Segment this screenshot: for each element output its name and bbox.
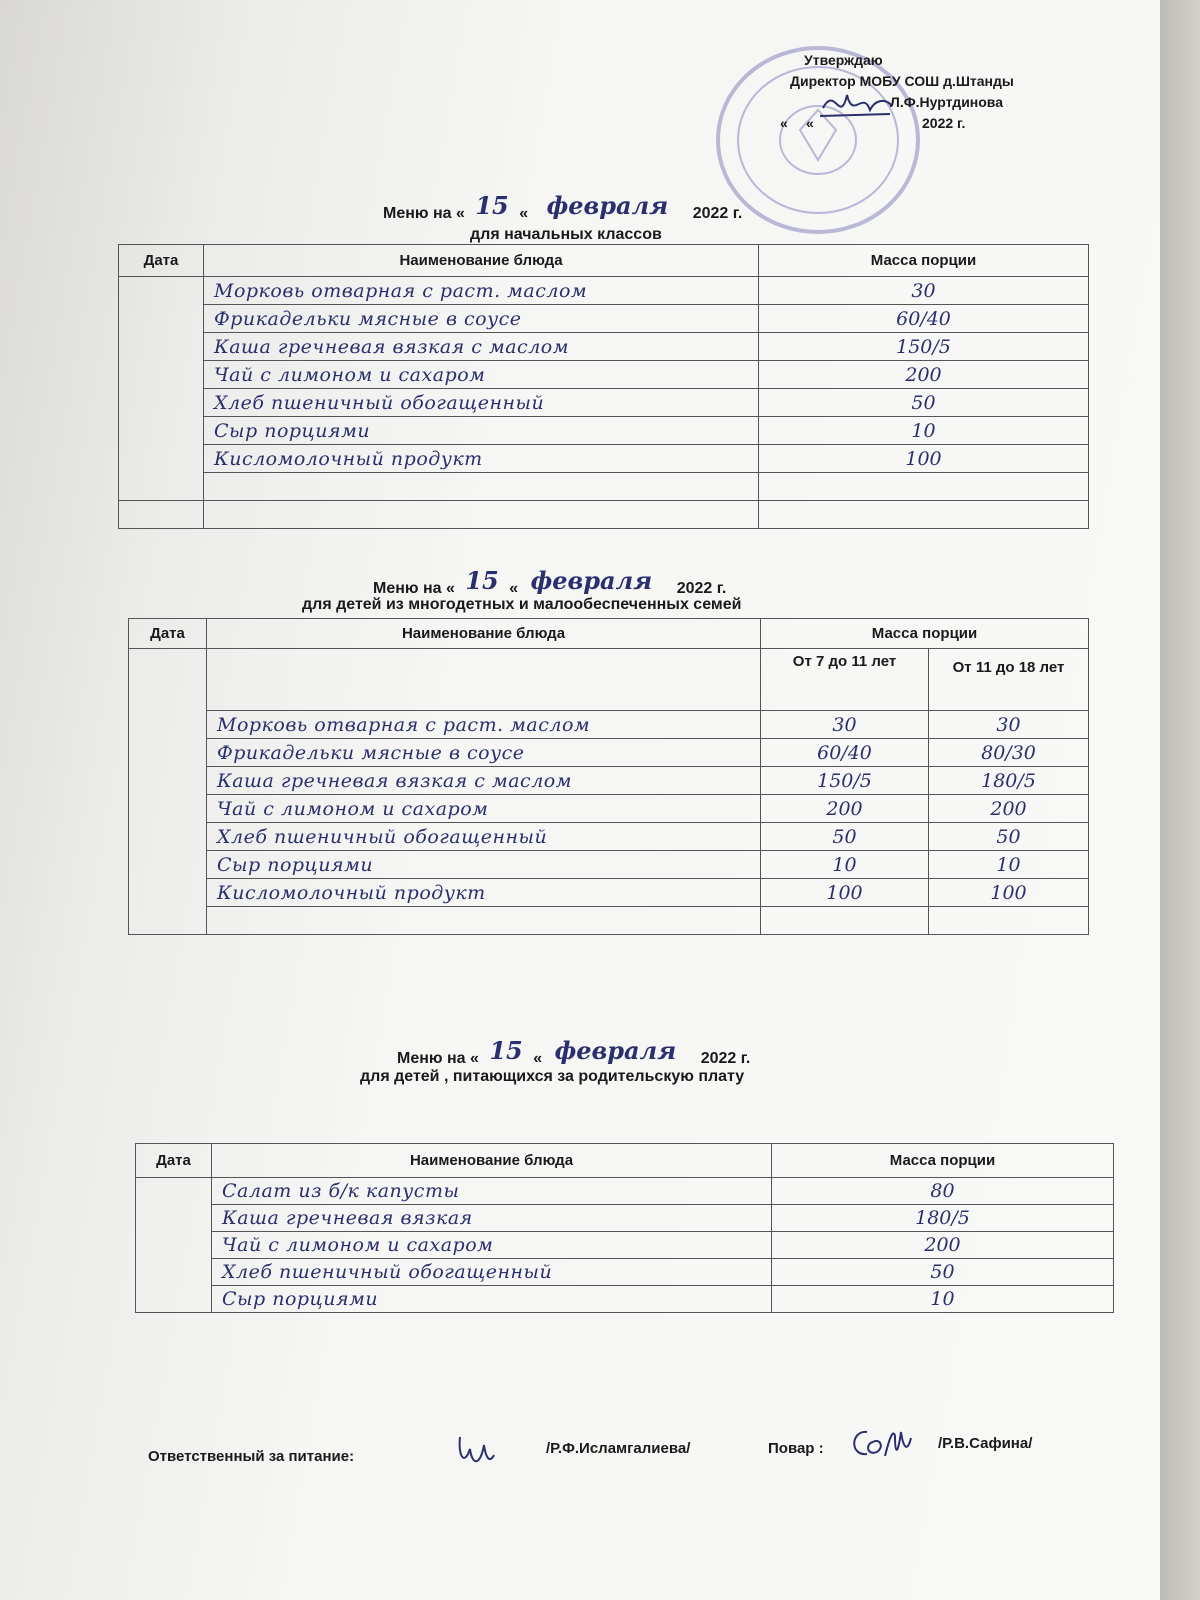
dish-cell xyxy=(204,473,759,501)
mass-7-11-cell: 200 xyxy=(761,795,929,823)
menu3-title xyxy=(397,1036,751,1069)
dish-cell: Чай с лимоном и сахаром xyxy=(204,361,759,389)
mass-cell: 80 xyxy=(772,1178,1114,1205)
mass-7-11-cell xyxy=(761,907,929,935)
mass-cell: 50 xyxy=(759,389,1089,417)
menu2-title xyxy=(373,566,727,599)
mass-cell: 30 xyxy=(759,277,1089,305)
mass-11-18-cell: 100 xyxy=(929,879,1089,907)
mass-cell xyxy=(759,473,1089,501)
header-dish: Наименование блюда xyxy=(207,619,761,649)
table-row xyxy=(129,767,1089,795)
mass-cell: 200 xyxy=(772,1232,1114,1259)
table-row xyxy=(136,1259,1114,1286)
menu2-table xyxy=(128,618,1089,935)
header-date: Дата xyxy=(129,619,207,649)
mass-7-11-cell: 30 xyxy=(761,711,929,739)
dish-cell: Фрикадельки мясные в соусе xyxy=(204,305,759,333)
menu2-title-mid: « xyxy=(509,580,519,597)
dish-cell: Каша гречневая вязкая с маслом xyxy=(204,333,759,361)
table-row xyxy=(129,739,1089,767)
responsible-label: Ответственный за питание: xyxy=(148,1448,355,1465)
dish-cell: Сыр порциями xyxy=(204,417,759,445)
mass-cell: 150/5 xyxy=(759,333,1089,361)
menu1-title-prefix: Меню на « xyxy=(383,205,465,222)
table-row xyxy=(119,389,1089,417)
menu3-day: 15 xyxy=(489,1036,523,1065)
table-row xyxy=(136,1178,1114,1205)
director-signature xyxy=(815,80,895,130)
menu2-month: февраля xyxy=(530,566,653,595)
approval-title: Утверждаю xyxy=(804,52,883,68)
dish-cell xyxy=(207,907,761,935)
menu3-table xyxy=(135,1143,1114,1313)
menu3-title-prefix: Меню на « xyxy=(397,1050,479,1067)
menu3-month: февраля xyxy=(554,1036,677,1065)
header-date: Дата xyxy=(136,1144,212,1178)
approval-quote-close: « xyxy=(806,115,814,131)
mass-cell: 60/40 xyxy=(759,305,1089,333)
table-row xyxy=(129,851,1089,879)
menu3-year: 2022 г. xyxy=(700,1050,751,1067)
dish-cell: Каша гречневая вязкая xyxy=(212,1205,772,1232)
date-cell xyxy=(119,277,204,501)
dish-cell: Чай с лимоном и сахаром xyxy=(207,795,761,823)
mass-11-18-cell: 10 xyxy=(929,851,1089,879)
table-row xyxy=(129,795,1089,823)
mass-7-11-cell: 60/40 xyxy=(761,739,929,767)
responsible-name: /Р.Ф.Исламгалиева/ xyxy=(546,1440,691,1457)
dish-cell: Кисломолочный продукт xyxy=(207,879,761,907)
menu1-table xyxy=(118,244,1089,529)
mass-7-11-cell: 150/5 xyxy=(761,767,929,795)
header-age-7-11: От 7 до 11 лет xyxy=(761,649,929,711)
dish-cell: Хлеб пшеничный обогащенный xyxy=(212,1259,772,1286)
cook-name: /Р.В.Сафина/ xyxy=(938,1435,1033,1452)
dish-cell: Хлеб пшеничный обогащенный xyxy=(207,823,761,851)
menu1-subtitle: для начальных классов xyxy=(470,226,662,243)
dish-cell: Каша гречневая вязкая с маслом xyxy=(207,767,761,795)
dish-cell: Хлеб пшеничный обогащенный xyxy=(204,389,759,417)
menu2-year: 2022 г. xyxy=(676,580,727,597)
approval-year: 2022 г. xyxy=(922,115,966,131)
table-row xyxy=(119,417,1089,445)
header-mass: Масса порции xyxy=(759,245,1089,277)
mass-cell: 10 xyxy=(772,1286,1114,1313)
mass-11-18-cell xyxy=(929,907,1089,935)
table-subheader-row xyxy=(129,649,1089,711)
menu1-month: февраля xyxy=(546,191,669,220)
menu2-subtitle: для детей из многодетных и малообеспеченных семей xyxy=(302,596,742,613)
mass-cell: 10 xyxy=(759,417,1089,445)
dish-cell: Салат из б/к капусты xyxy=(212,1178,772,1205)
responsible-signature xyxy=(450,1425,500,1475)
date-cell xyxy=(136,1178,212,1313)
table-row xyxy=(119,473,1089,501)
table-row xyxy=(119,277,1089,305)
table-row xyxy=(136,1232,1114,1259)
menu2-title-prefix: Меню на « xyxy=(373,580,455,597)
menu2-day: 15 xyxy=(465,566,499,595)
cook-label: Повар : xyxy=(768,1440,824,1457)
header-mass: Масса порции xyxy=(761,619,1089,649)
mass-cell: 180/5 xyxy=(772,1205,1114,1232)
table-row xyxy=(129,879,1089,907)
menu1-day: 15 xyxy=(475,191,509,220)
mass-cell: 100 xyxy=(759,445,1089,473)
dish-cell: Морковь отварная с раст. маслом xyxy=(207,711,761,739)
dish-cell: Кисломолочный продукт xyxy=(204,445,759,473)
mass-cell: 50 xyxy=(772,1259,1114,1286)
mass-11-18-cell: 50 xyxy=(929,823,1089,851)
menu1-title-mid: « xyxy=(519,205,529,222)
menu1-year: 2022 г. xyxy=(692,205,743,222)
page-edge-background xyxy=(1160,0,1200,1600)
table-header-row xyxy=(136,1144,1114,1178)
dish-cell: Морковь отварная с раст. маслом xyxy=(204,277,759,305)
header-dish: Наименование блюда xyxy=(212,1144,772,1178)
dish-cell: Сыр порциями xyxy=(207,851,761,879)
mass-7-11-cell: 50 xyxy=(761,823,929,851)
table-row xyxy=(119,445,1089,473)
table-header-row xyxy=(119,245,1089,277)
mass-11-18-cell: 200 xyxy=(929,795,1089,823)
mass-7-11-cell: 10 xyxy=(761,851,929,879)
mass-7-11-cell: 100 xyxy=(761,879,929,907)
table-row xyxy=(129,711,1089,739)
menu3-title-mid: « xyxy=(533,1050,543,1067)
table-row xyxy=(136,1286,1114,1313)
mass-cell: 200 xyxy=(759,361,1089,389)
mass-11-18-cell: 180/5 xyxy=(929,767,1089,795)
approval-name: Л.Ф.Нуртдинова xyxy=(890,94,1004,110)
menu1-title xyxy=(383,191,743,224)
table-row xyxy=(119,305,1089,333)
mass-11-18-cell: 80/30 xyxy=(929,739,1089,767)
table-row-empty xyxy=(119,501,1089,529)
table-row xyxy=(119,361,1089,389)
menu3-subtitle: для детей , питающихся за родительскую плату xyxy=(360,1068,745,1085)
approval-director: Директор МОБУ СОШ д.Штанды xyxy=(790,73,1014,89)
dish-cell: Фрикадельки мясные в соусе xyxy=(207,739,761,767)
table-row xyxy=(129,907,1089,935)
dish-cell: Сыр порциями xyxy=(212,1286,772,1313)
table-header-row xyxy=(129,619,1089,649)
table-row xyxy=(129,823,1089,851)
table-row xyxy=(136,1205,1114,1232)
header-mass: Масса порции xyxy=(772,1144,1114,1178)
mass-11-18-cell: 30 xyxy=(929,711,1089,739)
date-cell xyxy=(129,649,207,935)
approval-quote-open: « xyxy=(780,115,788,131)
header-date: Дата xyxy=(119,245,204,277)
dish-cell: Чай с лимоном и сахаром xyxy=(212,1232,772,1259)
table-row xyxy=(119,333,1089,361)
header-age-11-18: От 11 до 18 лет xyxy=(929,649,1089,711)
cook-signature xyxy=(845,1420,915,1465)
header-dish: Наименование блюда xyxy=(204,245,759,277)
